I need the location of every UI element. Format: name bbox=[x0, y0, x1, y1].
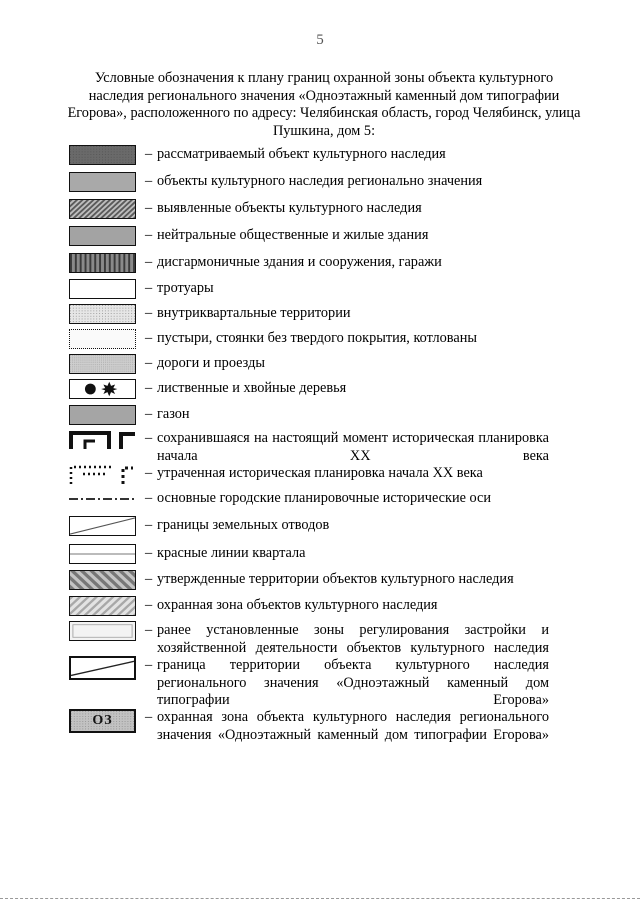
legend-label: объекты культурного наследия регионально значения bbox=[157, 173, 483, 189]
legend-label: тротуары bbox=[157, 280, 214, 296]
tree-symbols-icon bbox=[69, 379, 136, 399]
legend-dash: – bbox=[145, 597, 153, 613]
legend-dash: – bbox=[145, 330, 153, 346]
dotted-layout-line-icon bbox=[69, 464, 136, 484]
protection-zone-code: ОЗ bbox=[92, 713, 113, 728]
legend-dash: – bbox=[145, 571, 153, 587]
light-dotted-fill-icon bbox=[69, 304, 136, 324]
legend-label: выявленные объекты культурного наследия bbox=[157, 200, 422, 216]
light-hatch-icon bbox=[69, 596, 136, 616]
page-number: 5 bbox=[316, 32, 324, 48]
protection-zone-label-icon bbox=[69, 709, 136, 733]
legend-dash: – bbox=[145, 280, 153, 296]
legend-dash: – bbox=[145, 517, 153, 533]
legend-label: граница территории объекта культурного наследия регионального значения «Одноэтажный каменный дом типографии Егорова» bbox=[157, 657, 549, 708]
legend-dash: – bbox=[145, 305, 153, 321]
solid-layout-line-icon bbox=[69, 429, 136, 449]
legend-label: утраченная историческая планировка начала XX века bbox=[157, 465, 483, 481]
legend-dash: – bbox=[145, 545, 153, 561]
legend-dash: – bbox=[145, 380, 153, 396]
legend-label: охранная зона объекта культурного наследия регионального значения «Одноэтажный каменный дом типографии Егорова» bbox=[157, 709, 549, 743]
legend-dash: – bbox=[145, 355, 153, 371]
red-line-icon bbox=[69, 544, 136, 564]
territory-boundary-icon bbox=[69, 656, 136, 680]
legend-dash: – bbox=[145, 622, 153, 638]
regulation-zone-icon bbox=[69, 621, 136, 641]
legend-dash: – bbox=[145, 173, 153, 189]
legend-label: основные городские планировочные исторические оси bbox=[157, 490, 492, 506]
wide-hatch-icon bbox=[69, 570, 136, 590]
legend-label: нейтральные общественные и жилые здания bbox=[157, 227, 429, 243]
legend-dash: – bbox=[145, 430, 153, 446]
legend-label: красные линии квартала bbox=[157, 545, 306, 561]
dark-gray-fill-icon bbox=[69, 145, 136, 165]
vertical-stripe-icon bbox=[69, 253, 136, 273]
legend-label: ранее установленные зоны регулирования застройки и хозяйственной деятельности объектов культурного наследия bbox=[157, 622, 549, 656]
gray-fill-icon bbox=[69, 405, 136, 425]
gray-fill-icon bbox=[69, 172, 136, 192]
legend-label: газон bbox=[157, 406, 190, 422]
legend-title: Условные обозначения к плану границ охранной зоны объекта культурного наследия регионального значения «Одноэтажный каменный дом типографии Егорова», расположенного по адресу: Челябинская область, город Челябинск, улица Пушкина, дом 5: bbox=[67, 70, 581, 139]
legend-label: дороги и проезды bbox=[157, 355, 265, 371]
legend-dash: – bbox=[145, 254, 153, 270]
legend-label: пустыри, стоянки без твердого покрытия, котлованы bbox=[157, 330, 477, 346]
page-bottom-rule bbox=[0, 898, 640, 899]
white-dotted-border-icon bbox=[69, 329, 136, 349]
legend-dash: – bbox=[145, 465, 153, 481]
gray-fill-icon bbox=[69, 226, 136, 246]
legend-label: рассматриваемый объект культурного наследия bbox=[157, 146, 446, 162]
legend-label: границы земельных отводов bbox=[157, 517, 330, 533]
legend-label: внутриквартальные территории bbox=[157, 305, 351, 321]
diagonal-boundary-icon bbox=[69, 516, 136, 536]
white-fill-icon bbox=[69, 279, 136, 299]
legend-dash: – bbox=[145, 657, 153, 673]
legend-dash: – bbox=[145, 200, 153, 216]
legend-label: сохранившаяся на настоящий момент историческая планировка начала XX века bbox=[157, 430, 549, 464]
diagonal-hatch-icon bbox=[69, 199, 136, 219]
legend-label: охранная зона объектов культурного наследия bbox=[157, 597, 438, 613]
legend-dash: – bbox=[145, 227, 153, 243]
legend-label: дисгармоничные здания и сооружения, гаражи bbox=[157, 254, 442, 270]
legend-dash: – bbox=[145, 406, 153, 422]
dash-dot-axis-icon bbox=[69, 489, 136, 509]
legend-label: утвержденные территории объектов культурного наследия bbox=[157, 571, 514, 587]
light-gray-fill-icon bbox=[69, 354, 136, 374]
legend-label: лиственные и хвойные деревья bbox=[157, 380, 347, 396]
legend-dash: – bbox=[145, 146, 153, 162]
legend-dash: – bbox=[145, 490, 153, 506]
legend-dash: – bbox=[145, 709, 153, 725]
